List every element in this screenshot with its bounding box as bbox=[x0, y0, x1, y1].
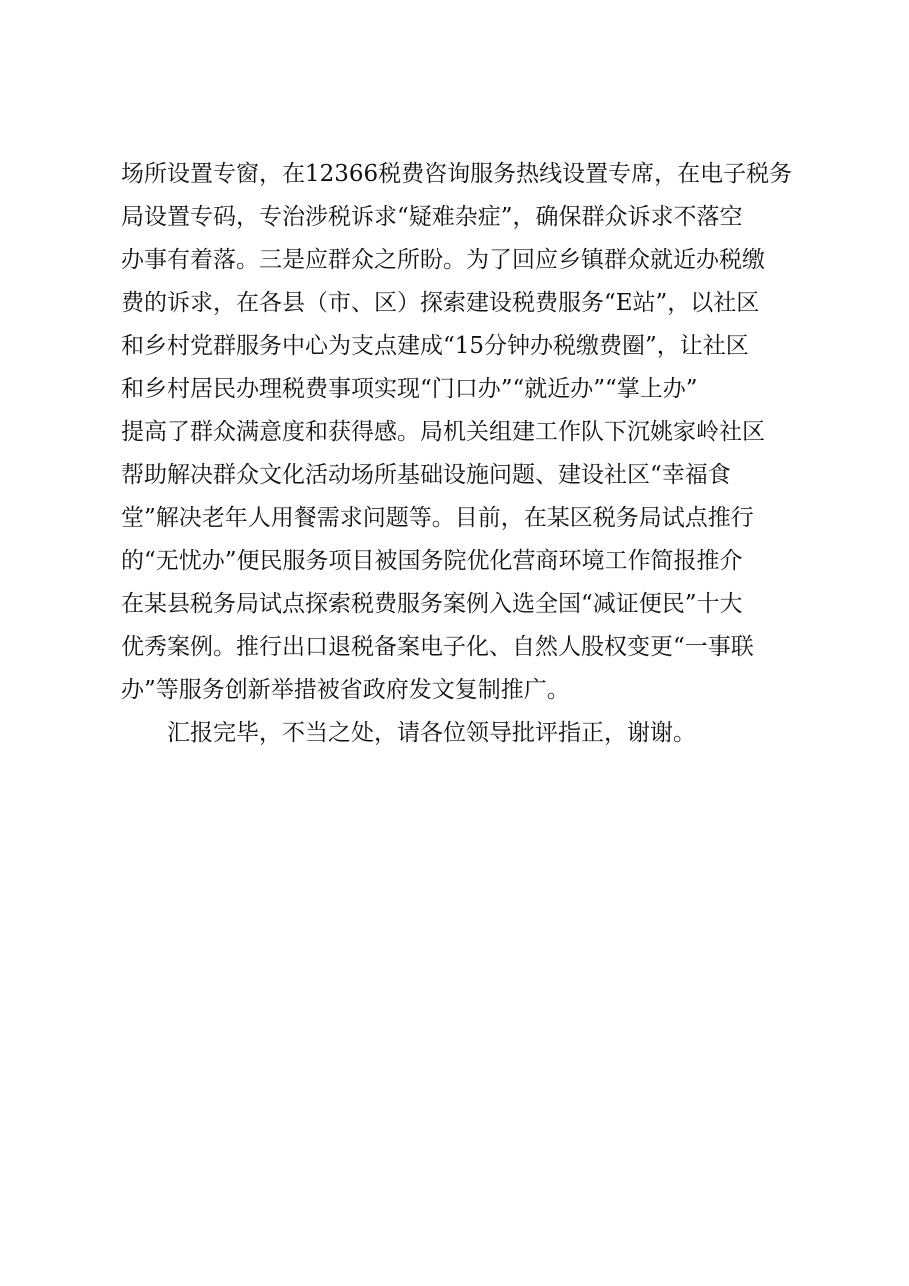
body-line-10: 的“无忧办”便民服务项目被国务院优化营商环境工作简报推介 bbox=[121, 548, 743, 574]
body-line-13: 办”等服务创新举措被省政府发文复制推广。 bbox=[121, 677, 570, 703]
body-line-5: 和乡村党群服务中心为支点建成“15分钟办税缴费圈”，让社区 bbox=[121, 333, 749, 359]
body-line-1: 场所设置专窗，在12366税费咨询服务热线设置专席，在电子税务 bbox=[121, 161, 793, 187]
body-line-12: 优秀案例。推行出口退税备案电子化、自然人股权变更“一事联 bbox=[121, 634, 754, 660]
body-line-8: 帮助解决群众文化活动场所基础设施问题、建设社区“幸福食 bbox=[121, 462, 731, 488]
body-line-4: 费的诉求，在各县（市、区）探索建设税费服务“E站”，以社区 bbox=[121, 290, 760, 316]
body-line-7: 提高了群众满意度和获得感。局机关组建工作队下沉姚家岭社区 bbox=[121, 419, 765, 445]
closing-line: 汇报完毕，不当之处，请各位领导批评指正，谢谢。 bbox=[167, 720, 696, 746]
body-line-9: 堂”解决老年人用餐需求问题等。目前，在某区税务局试点推行 bbox=[121, 505, 754, 531]
document-body bbox=[121, 153, 821, 755]
body-line-3: 办事有着落。三是应群众之所盼。为了回应乡镇群众就近办税缴 bbox=[121, 247, 765, 273]
body-line-6: 和乡村居民办理税费事项实现“门口办”“就近办”“掌上办” bbox=[121, 376, 698, 402]
body-line-2: 局设置专码，专治涉税诉求“疑难杂症”，确保群众诉求不落空 bbox=[121, 204, 743, 230]
body-line-11: 在某县税务局试点探索税费服务案例入选全国“减证便民”十大 bbox=[121, 591, 743, 617]
